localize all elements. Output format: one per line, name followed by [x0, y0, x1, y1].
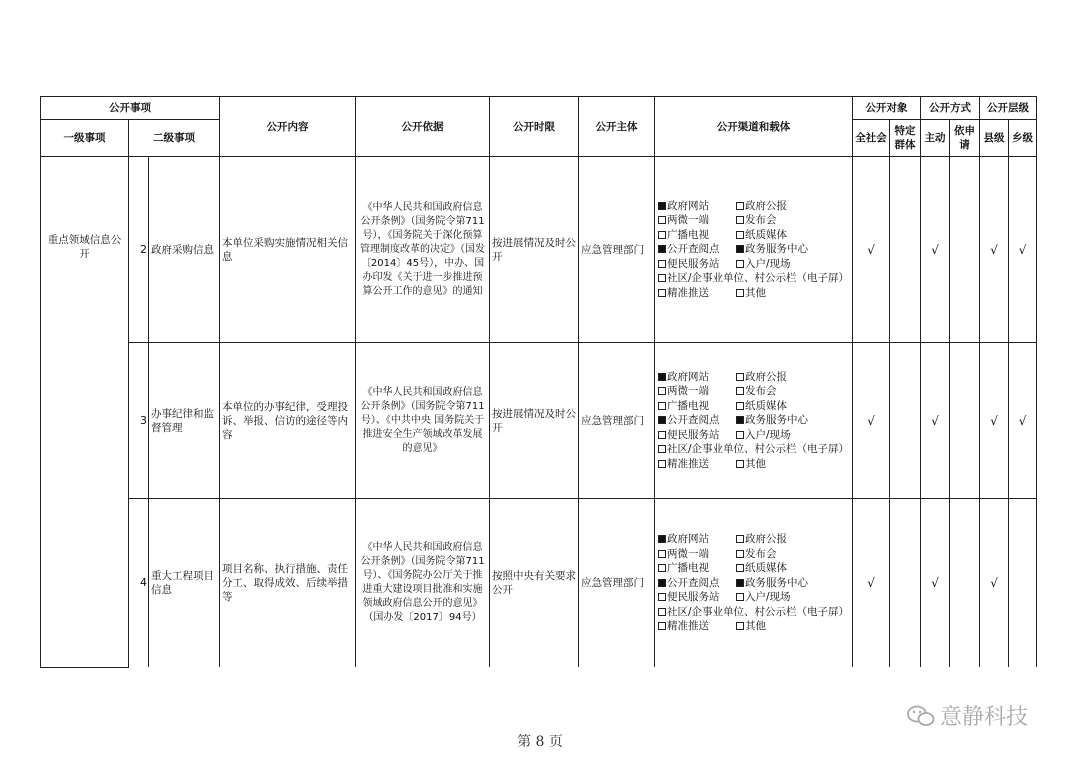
category-cell: 重点领域信息公开: [41, 157, 129, 668]
sub-item: 政府采购信息: [149, 157, 220, 343]
level-township-check: √: [1009, 343, 1037, 499]
level-township-check: [1009, 499, 1037, 668]
header-method: 公开方式: [921, 97, 980, 120]
empty-box-icon: [658, 622, 666, 630]
checked-box-icon: [658, 245, 666, 253]
target-all-check: √: [853, 343, 890, 499]
method-apply-check: [950, 499, 980, 668]
checked-box-icon: [658, 202, 666, 210]
empty-box-icon: [736, 202, 744, 210]
table-row: [41, 157, 1037, 343]
header-deadline: 公开时限: [490, 97, 579, 157]
empty-box-icon: [658, 260, 666, 268]
empty-box-icon: [658, 445, 666, 453]
checked-box-icon: [736, 416, 744, 424]
empty-box-icon: [736, 231, 744, 239]
disclosure-table: [40, 96, 1037, 668]
row-number: 3: [129, 343, 149, 499]
checked-box-icon: [658, 416, 666, 424]
empty-box-icon: [658, 289, 666, 297]
empty-box-icon: [658, 593, 666, 601]
deadline-cell: 按照中央有关要求公开: [490, 499, 579, 668]
empty-box-icon: [658, 431, 666, 439]
empty-box-icon: [658, 460, 666, 468]
method-active-check: √: [921, 343, 950, 499]
content-cell: 项目名称、执行措施、责任分工、取得成效、后续举措等: [220, 499, 356, 668]
content-cell: 本单位的办事纪律，受理投诉、举报、信访的途径等内容: [220, 343, 356, 499]
header-level1: 一级事项: [41, 120, 129, 157]
header-level2: 二级事项: [129, 120, 220, 157]
empty-box-icon: [658, 231, 666, 239]
header-method-active: 主动: [921, 120, 950, 157]
page-number: 第 8 页: [517, 734, 563, 750]
basis-cell: 《中华人民共和国政府信息公开条例》（国务院令第711号）、《国务院办公厅关于推进重大建设项目批准和实施领域政府信息公开的意见》（国办发〔2017〕94号）: [356, 499, 490, 668]
sub-item: 办事纪律和监督管理: [149, 343, 220, 499]
header-method-apply: 依申请: [950, 120, 980, 157]
subject-cell: 应急管理部门: [579, 157, 655, 343]
empty-box-icon: [736, 373, 744, 381]
target-specific-check: [890, 499, 921, 668]
channels-cell: 政府网站 政府公报 两微一端 发布会 广播电视 纸质媒体 公开查阅点 政务服务中心 便民服务站 入户/现场 社区/企事业单位、村公示栏（电子屏） 精准推送 其他: [655, 157, 853, 343]
empty-box-icon: [736, 622, 744, 630]
deadline-cell: 按进展情况及时公开: [490, 343, 579, 499]
header-target-specific: 特定群体: [890, 120, 921, 157]
checked-box-icon: [658, 579, 666, 587]
level-county-check: √: [980, 499, 1009, 668]
empty-box-icon: [658, 550, 666, 558]
header-level-county: 县级: [980, 120, 1009, 157]
checked-box-icon: [736, 579, 744, 587]
checked-box-icon: [736, 245, 744, 253]
method-apply-check: [950, 343, 980, 499]
empty-box-icon: [736, 431, 744, 439]
empty-box-icon: [658, 608, 666, 616]
empty-box-icon: [658, 402, 666, 410]
empty-box-icon: [658, 564, 666, 572]
content-cell: 本单位采购实施情况相关信息: [220, 157, 356, 343]
row-number: 2: [129, 157, 149, 343]
header-target-all: 全社会: [853, 120, 890, 157]
empty-box-icon: [736, 564, 744, 572]
basis-cell: 《中华人民共和国政府信息公开条例》（国务院令第711号）、《中共中央 国务院关于推进安全生产领域改革发展的意见》: [356, 343, 490, 499]
header-subject: 公开主体: [579, 97, 655, 157]
empty-box-icon: [736, 535, 744, 543]
target-specific-check: [890, 157, 921, 343]
empty-box-icon: [658, 274, 666, 282]
method-apply-check: [950, 157, 980, 343]
level-township-check: √: [1009, 157, 1037, 343]
deadline-cell: 按进展情况及时公开: [490, 157, 579, 343]
wechat-icon: [906, 704, 936, 728]
sub-item: 重大工程项目信息: [149, 499, 220, 668]
watermark: [906, 700, 1028, 731]
target-all-check: √: [853, 157, 890, 343]
table-row: [41, 343, 1037, 499]
empty-box-icon: [736, 593, 744, 601]
header-channels: 公开渠道和载体: [655, 97, 853, 157]
header-disclosure-items: 公开事项: [41, 97, 220, 120]
header-target: 公开对象: [853, 97, 921, 120]
channels-cell: 政府网站 政府公报 两微一端 发布会 广播电视 纸质媒体 公开查阅点 政务服务中心 便民服务站 入户/现场 社区/企事业单位、村公示栏（电子屏） 精准推送 其他: [655, 343, 853, 499]
header-level-township: 乡级: [1009, 120, 1037, 157]
row-number: 4: [129, 499, 149, 668]
empty-box-icon: [736, 550, 744, 558]
header-basis: 公开依据: [356, 97, 490, 157]
method-active-check: √: [921, 157, 950, 343]
empty-box-icon: [736, 216, 744, 224]
basis-cell: 《中华人民共和国政府信息公开条例》（国务院令第711号），《国务院关于深化预算管理制度改革的决定》（国发〔2014〕45号），中办、国办印发《关于进一步推进预算公开工作的意见》的通知: [356, 157, 490, 343]
target-specific-check: [890, 343, 921, 499]
header-content: 公开内容: [220, 97, 356, 157]
empty-box-icon: [658, 387, 666, 395]
watermark-text: 意静科技: [940, 705, 1029, 730]
checked-box-icon: [658, 373, 666, 381]
subject-cell: 应急管理部门: [579, 343, 655, 499]
checked-box-icon: [658, 535, 666, 543]
target-all-check: √: [853, 499, 890, 668]
table-row: [41, 499, 1037, 668]
empty-box-icon: [736, 387, 744, 395]
empty-box-icon: [658, 216, 666, 224]
level-county-check: √: [980, 343, 1009, 499]
subject-cell: 应急管理部门: [579, 499, 655, 668]
method-active-check: √: [921, 499, 950, 668]
empty-box-icon: [736, 289, 744, 297]
empty-box-icon: [736, 402, 744, 410]
level-county-check: √: [980, 157, 1009, 343]
empty-box-icon: [736, 460, 744, 468]
empty-box-icon: [736, 260, 744, 268]
header-level: 公开层级: [980, 97, 1037, 120]
channels-cell: 政府网站 政府公报 两微一端 发布会 广播电视 纸质媒体 公开查阅点 政务服务中心 便民服务站 入户/现场 社区/企事业单位、村公示栏（电子屏） 精准推送 其他: [655, 499, 853, 668]
